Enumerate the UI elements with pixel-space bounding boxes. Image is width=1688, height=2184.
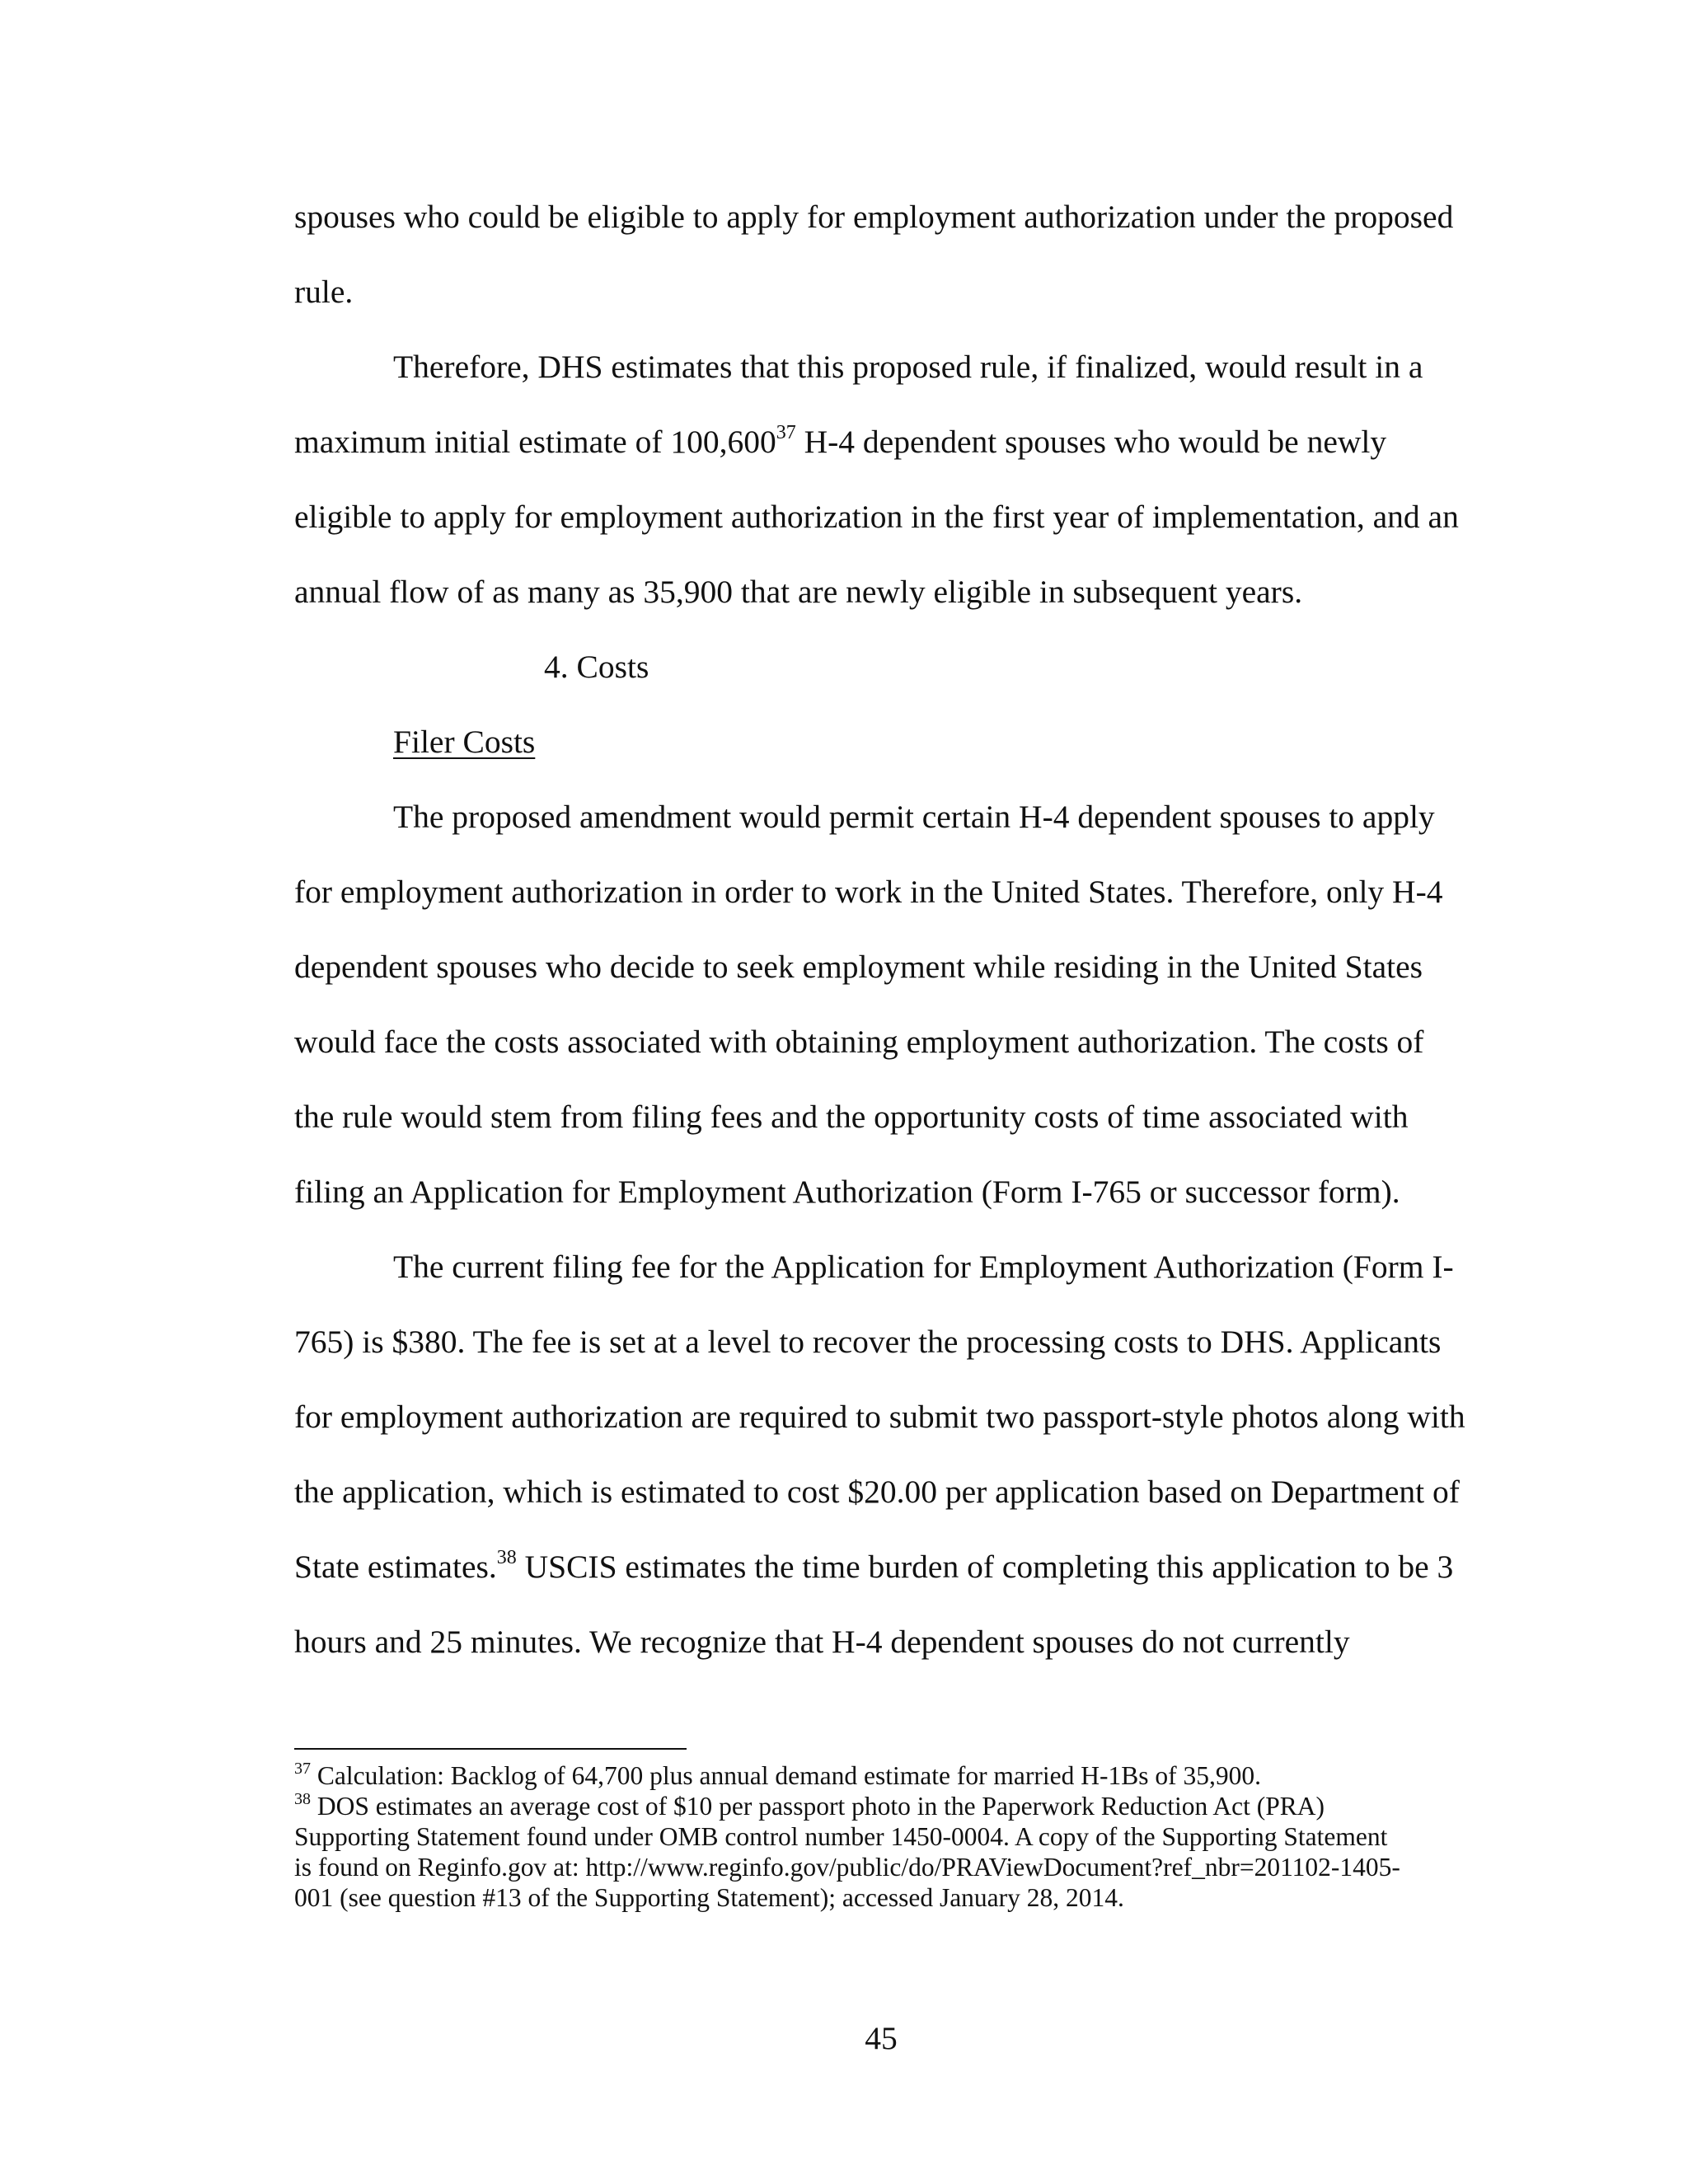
body-line: the rule would stem from filing fees and the opportunity costs of time associated with xyxy=(294,1099,1409,1135)
footnote-reference[interactable]: 37 xyxy=(776,422,796,443)
footnote-line: is found on Reginfo.gov at: http://www.reginfo.gov/public/do/PRAViewDocument?ref_nbr=201102-1405- xyxy=(294,1853,1400,1882)
body-line: eligible to apply for employment authorization in the first year of implementation, and an xyxy=(294,499,1459,535)
footnote-text: Calculation: Backlog of 64,700 plus annual demand estimate for married H-1Bs of 35,900. xyxy=(311,1761,1261,1790)
footnote-marker: 37 xyxy=(294,1760,311,1778)
page-number: 45 xyxy=(865,2020,898,2056)
body-line: 765) is $380. The fee is set at a level to recover the processing costs to DHS. Applicants xyxy=(294,1324,1442,1360)
subheading: Filer Costs xyxy=(393,724,536,760)
footnote-text: DOS estimates an average cost of $10 per passport photo in the Paperwork Reduction Act (PRA) xyxy=(311,1792,1325,1821)
body-text: maximum initial estimate of 100,600 xyxy=(294,424,776,460)
body-line: annual flow of as many as 35,900 that are newly eligible in subsequent years. xyxy=(294,574,1303,610)
body-line: the application, which is estimated to cost $20.00 per application based on Department of xyxy=(294,1474,1460,1510)
body-line: for employment authorization are required to submit two passport-style photos along with xyxy=(294,1399,1465,1435)
footnote-38 xyxy=(294,1791,1325,1822)
body-line: filing an Application for Employment Authorization (Form I-765 or successor form). xyxy=(294,1174,1400,1210)
footnote-marker: 38 xyxy=(294,1790,311,1808)
body-line: Therefore, DHS estimates that this proposed rule, if finalized, would result in a xyxy=(393,349,1423,385)
body-line xyxy=(294,1547,1453,1586)
section-heading: 4. Costs xyxy=(544,649,649,685)
body-line: The proposed amendment would permit certain H-4 dependent spouses to apply xyxy=(393,799,1435,835)
body-line: rule. xyxy=(294,274,354,310)
body-text: State estimates. xyxy=(294,1549,497,1585)
footnote-line: Supporting Statement found under OMB control number 1450-0004. A copy of the Supporting Statement xyxy=(294,1822,1388,1851)
body-line: would face the costs associated with obtaining employment authorization. The costs of xyxy=(294,1024,1424,1060)
body-line: spouses who could be eligible to apply for employment authorization under the proposed xyxy=(294,199,1454,235)
body-text: H-4 dependent spouses who would be newly xyxy=(795,424,1387,460)
body-line: dependent spouses who decide to seek employment while residing in the United States xyxy=(294,949,1423,985)
body-line xyxy=(294,422,1386,462)
footnote-37 xyxy=(294,1760,1261,1792)
body-line: hours and 25 minutes. We recognize that H-4 dependent spouses do not currently xyxy=(294,1624,1350,1660)
footnote-line: 001 (see question #13 of the Supporting Statement); accessed January 28, 2014. xyxy=(294,1883,1124,1912)
footnote-separator xyxy=(294,1748,687,1750)
footnote-reference[interactable]: 38 xyxy=(496,1547,517,1568)
body-line: for employment authorization in order to work in the United States. Therefore, only H-4 xyxy=(294,874,1443,910)
body-line: The current filing fee for the Application for Employment Authorization (Form I- xyxy=(393,1249,1454,1285)
body-text: USCIS estimates the time burden of completing this application to be 3 xyxy=(516,1549,1454,1585)
